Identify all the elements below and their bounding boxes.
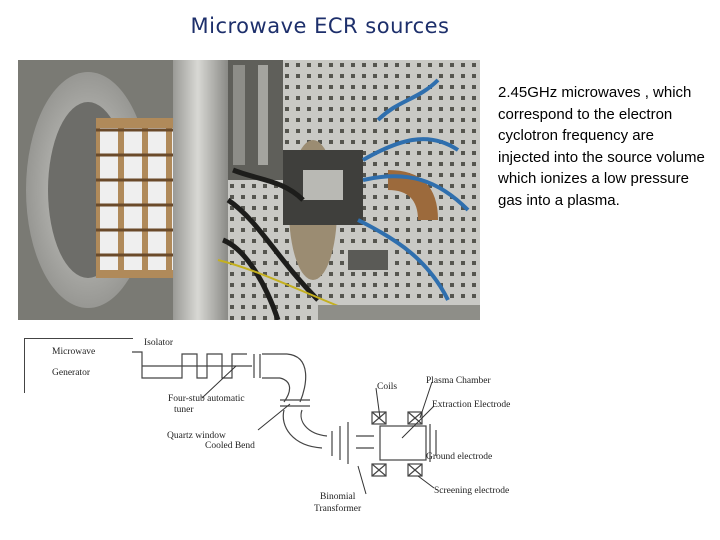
ecr-source-photo <box>18 60 480 320</box>
slide-title: Microwave ECR sources <box>190 14 450 38</box>
label-extraction-electrode: Extraction Electrode <box>432 400 511 410</box>
ecr-schematic <box>22 326 532 526</box>
label-cooled-bend: Cooled Bend <box>205 441 255 451</box>
label-generator: Generator <box>52 368 90 378</box>
label-plasma-chamber: Plasma Chamber <box>426 376 491 386</box>
label-binomial-line1: Binomial <box>320 492 356 502</box>
label-quartz-window: Quartz window <box>167 431 226 441</box>
description-text: 2.45GHz microwaves , which correspond to the electron cyclotron frequency are injected into the source volume which ionizes a low pressure gas into a plasma. <box>498 84 705 209</box>
label-isolator: Isolator <box>144 338 174 348</box>
label-coils: Coils <box>377 382 398 392</box>
ecr-source-photo-drawing <box>18 60 480 320</box>
label-ground-electrode: Ground electrode <box>426 452 493 462</box>
label-stub-tuner-line2: tuner <box>174 405 194 415</box>
label-binomial-line2: Transformer <box>314 504 362 514</box>
label-screening-electrode: Screening electrode <box>434 486 510 496</box>
label-stub-tuner-line1: Four-stub automatic <box>168 394 245 404</box>
label-microwave: Microwave <box>52 347 96 357</box>
